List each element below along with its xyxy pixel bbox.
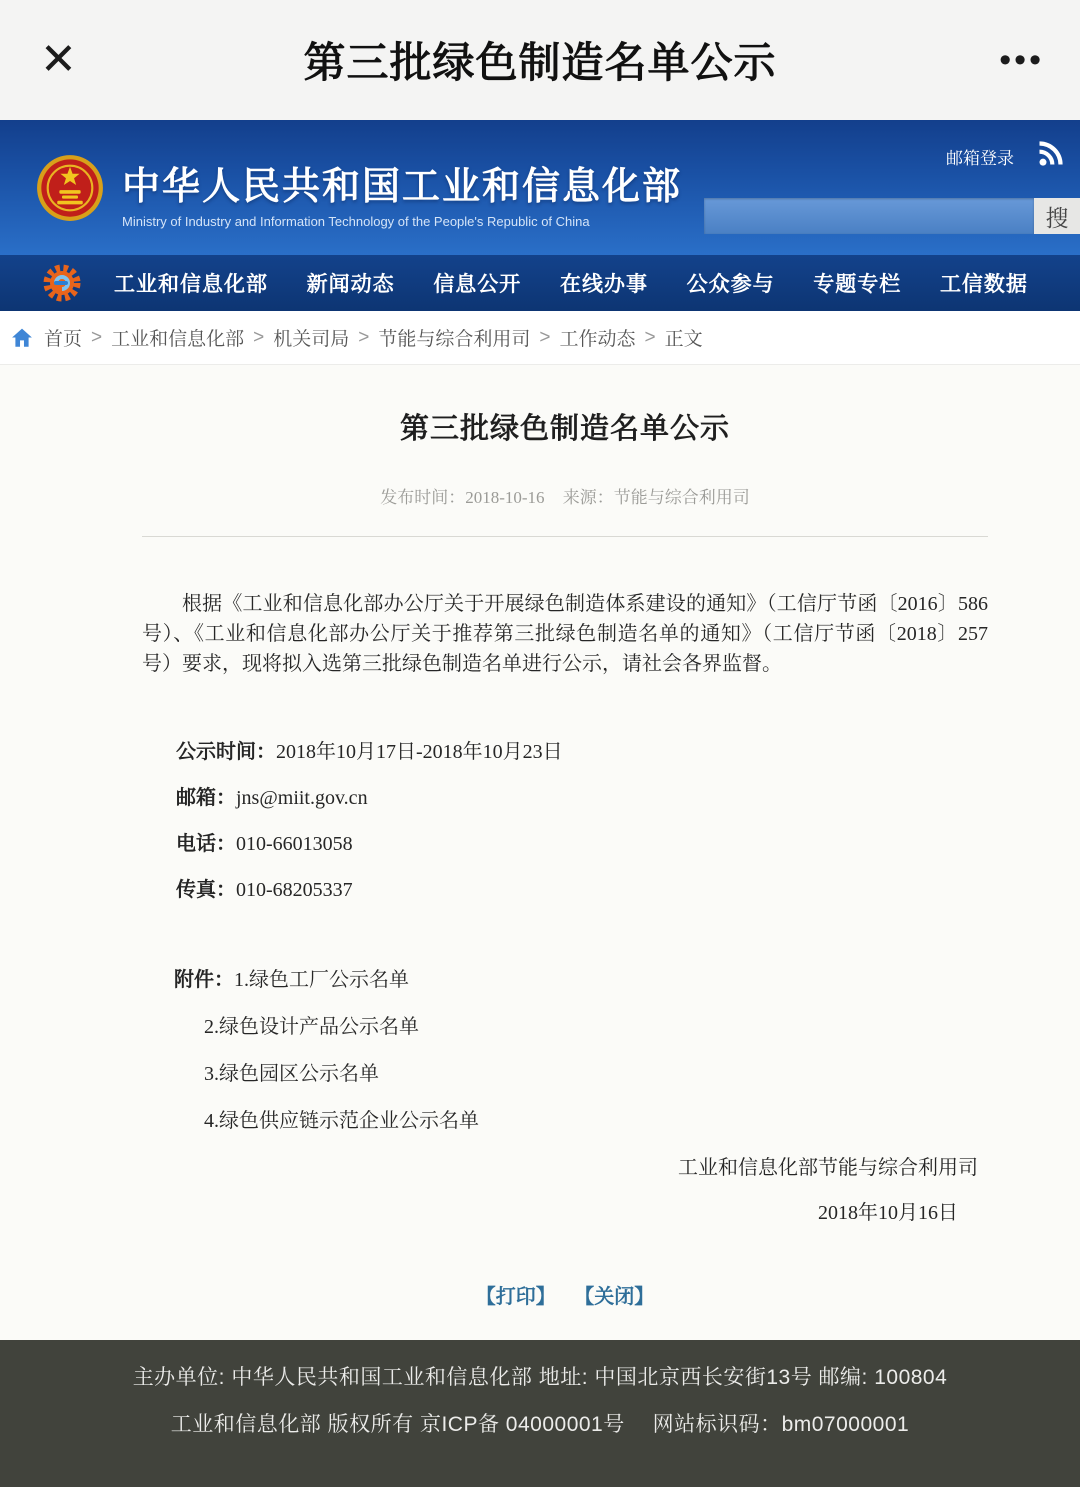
attachment-row bbox=[204, 1059, 988, 1089]
breadcrumb-separator: > bbox=[253, 326, 265, 348]
search-button[interactable]: 搜 bbox=[1034, 198, 1080, 234]
site-header bbox=[0, 120, 1080, 255]
national-emblem-icon bbox=[36, 154, 104, 222]
attachment-link-2[interactable]: 2.绿色设计产品公示名单 bbox=[204, 1016, 419, 1038]
breadcrumb bbox=[0, 311, 1080, 365]
field-public-notice-period bbox=[176, 737, 988, 767]
close-icon[interactable]: ✕ bbox=[40, 35, 77, 84]
article-meta bbox=[142, 483, 988, 508]
search-input[interactable] bbox=[704, 198, 1034, 234]
page-title: 第三批绿色制造名单公示 bbox=[303, 39, 777, 86]
article-title: 第三批绿色制造名单公示 bbox=[399, 413, 730, 445]
wechat-titlebar bbox=[0, 0, 1080, 120]
field-label: 公示时间： bbox=[176, 741, 276, 763]
breadcrumb-item-departments[interactable]: 机关司局 bbox=[273, 329, 350, 350]
attachment-link-3[interactable]: 3.绿色园区公示名单 bbox=[204, 1063, 379, 1085]
attachments bbox=[142, 965, 988, 1136]
nav-item-online-services[interactable]: 在线办事 bbox=[559, 273, 648, 296]
field-email bbox=[176, 783, 988, 813]
search-bar bbox=[704, 198, 1080, 234]
field-value: jns@miit.gov.cn bbox=[236, 787, 368, 809]
divider bbox=[142, 536, 988, 537]
breadcrumb-separator: > bbox=[358, 326, 370, 348]
article-actions bbox=[142, 1280, 988, 1309]
contact-fields bbox=[176, 737, 988, 905]
article-paragraph: 根据《工业和信息化部办公厅关于开展绿色制造体系建设的通知》（工信厅节函〔2016〕586号）、《工业和信息化部办公厅关于推荐第三批绿色制造名单的通知》（工信厅节函〔2018〕257号）要求，现将拟入选第三批绿色制造名单进行公示，请社会各界监督。 bbox=[142, 593, 988, 675]
breadcrumb-separator: > bbox=[539, 326, 551, 348]
nav-item-miit-data[interactable]: 工信数据 bbox=[939, 273, 1028, 296]
signature-date: 2018年10月16日 bbox=[818, 1202, 958, 1224]
attachment-row bbox=[142, 965, 988, 995]
breadcrumb-item-ministry[interactable]: 工业和信息化部 bbox=[111, 329, 245, 350]
nav-item-ministry[interactable]: 工业和信息化部 bbox=[114, 273, 268, 296]
nav-item-news[interactable]: 新闻动态 bbox=[306, 273, 395, 296]
breadcrumb-item-energy-dept[interactable]: 节能与综合利用司 bbox=[378, 329, 531, 350]
brand bbox=[36, 164, 682, 229]
breadcrumb-separator: > bbox=[644, 326, 656, 348]
attachment-link-4[interactable]: 4.绿色供应链示范企业公示名单 bbox=[204, 1110, 479, 1132]
field-value: 010-66013058 bbox=[236, 833, 353, 855]
rss-icon[interactable] bbox=[1036, 140, 1064, 168]
attachments-label: 附件： bbox=[174, 969, 234, 991]
breadcrumb-item-current: 正文 bbox=[664, 329, 703, 350]
footer-line-1: 主办单位: 中华人民共和国工业和信息化部 地址: 中国北京西长安街13号 邮编: 100804 bbox=[132, 1366, 948, 1389]
site-subtitle: Ministry of Industry and Information Technology of the People's Republic of China bbox=[122, 214, 590, 229]
field-label: 电话： bbox=[176, 833, 236, 855]
source: 来源：节能与综合利用司 bbox=[562, 488, 750, 507]
home-icon bbox=[10, 327, 34, 349]
breadcrumb-separator: > bbox=[91, 326, 103, 348]
field-fax bbox=[176, 875, 988, 905]
mail-login-link[interactable]: 邮箱登录 bbox=[946, 149, 1014, 168]
article bbox=[0, 365, 1080, 1340]
close-page-button[interactable]: 【关闭】 bbox=[574, 1286, 655, 1308]
print-button[interactable]: 【打印】 bbox=[475, 1286, 556, 1308]
main-nav bbox=[0, 255, 1080, 311]
field-label: 传真： bbox=[176, 879, 236, 901]
nav-item-special-topics[interactable]: 专题专栏 bbox=[813, 273, 902, 296]
miit-logo-icon bbox=[40, 261, 84, 305]
breadcrumb-item-home[interactable]: 首页 bbox=[44, 329, 83, 350]
site-footer bbox=[0, 1340, 1080, 1487]
footer-line-2: 工业和信息化部 版权所有 京ICP备 04000001号 网站标识码：bm07000001 bbox=[170, 1413, 910, 1436]
site-title: 中华人民共和国工业和信息化部 bbox=[122, 166, 683, 208]
attachment-link-1[interactable]: 1.绿色工厂公示名单 bbox=[234, 969, 409, 991]
nav-item-info-disclosure[interactable]: 信息公开 bbox=[433, 273, 522, 296]
attachment-row bbox=[204, 1012, 988, 1042]
nav-item-public-participation[interactable]: 公众参与 bbox=[686, 273, 775, 296]
field-label: 邮箱： bbox=[176, 787, 236, 809]
attachment-row bbox=[204, 1106, 988, 1136]
field-phone bbox=[176, 829, 988, 859]
field-value: 2018年10月17日-2018年10月23日 bbox=[276, 741, 563, 763]
breadcrumb-item-work-news[interactable]: 工作动态 bbox=[559, 329, 636, 350]
publish-time: 发布时间：2018-10-16 bbox=[380, 488, 545, 507]
more-menu-icon[interactable]: ••• bbox=[999, 41, 1044, 79]
field-value: 010-68205337 bbox=[236, 879, 353, 901]
signature: 工业和信息化部节能与综合利用司 bbox=[678, 1157, 978, 1179]
